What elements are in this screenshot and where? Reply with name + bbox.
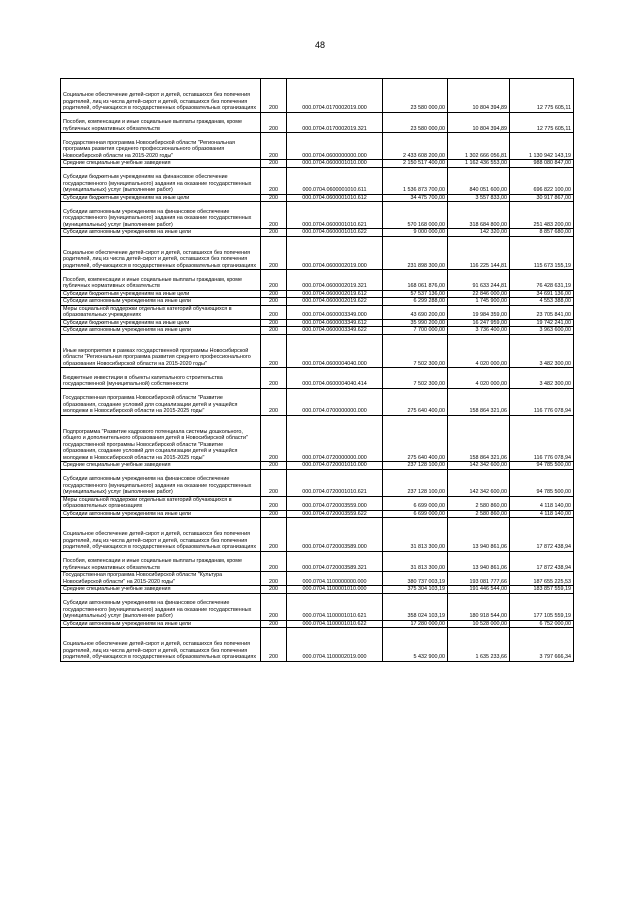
table-row [61, 79, 574, 113]
row-code-cell: 200 [261, 510, 287, 518]
row-name-cell: Бюджетные инвестиции в объекты капитального строительства государственной (муниципальной) собственности [61, 368, 261, 389]
row-executed-cell: 10 804 394,89 [448, 79, 510, 113]
row-code-cell: 200 [261, 319, 287, 327]
table-row [61, 236, 574, 270]
row-executed-cell: 10 528 000,00 [448, 620, 510, 628]
row-executed-cell: 1 745 900,00 [448, 298, 510, 306]
row-executed-cell: 142 342 600,00 [448, 462, 510, 470]
table-row [61, 319, 574, 327]
row-executed-cell: 158 864 321,06 [448, 415, 510, 462]
row-executed-cell: 158 864 321,06 [448, 388, 510, 415]
table-row [61, 620, 574, 628]
row-remaining-cell: 94 785 500,00 [510, 462, 574, 470]
row-kbk-cell: 000.0704.0720000000.000 [287, 415, 383, 462]
table-row [61, 496, 574, 510]
row-kbk-cell: 000.0704.0600004040.000 [287, 334, 383, 368]
table-row [61, 270, 574, 291]
row-kbk-cell: 000.0704.0720003589.321 [287, 551, 383, 572]
row-kbk-cell: 000.0704.0600001010.611 [287, 167, 383, 194]
row-remaining-cell: 17 872 438,94 [510, 551, 574, 572]
row-remaining-cell: 17 872 438,94 [510, 518, 574, 552]
row-kbk-cell: 000.0704.0720003589.000 [287, 518, 383, 552]
row-remaining-cell: 116 776 078,94 [510, 415, 574, 462]
row-name-cell: Пособия, компенсации и иные социальные выплаты гражданам, кроме публичных нормативных обязательств [61, 551, 261, 572]
table-row [61, 628, 574, 662]
table-row [61, 572, 574, 586]
row-remaining-cell: 988 080 847,00 [510, 160, 574, 168]
row-assigned-cell: 57 537 136,00 [383, 290, 448, 298]
row-executed-cell: 318 684 800,00 [448, 202, 510, 229]
row-assigned-cell: 31 813 300,00 [383, 518, 448, 552]
row-name-cell: Субсидии бюджетным учреждениям на иные цели [61, 290, 261, 298]
table-row [61, 305, 574, 319]
row-assigned-cell: 43 690 200,00 [383, 305, 448, 319]
row-assigned-cell: 7 700 000,00 [383, 327, 448, 335]
page-number: 48 [314, 40, 325, 50]
row-name-cell: Государственная программа Новосибирской области "Развитие образования, создание условий для социализации детей и учащейся молодежи в Новосибирской области на 2015-2025 годы" [61, 388, 261, 415]
row-code-cell: 200 [261, 620, 287, 628]
row-code-cell: 200 [261, 270, 287, 291]
row-remaining-cell: 76 428 631,19 [510, 270, 574, 291]
row-name-cell: Субсидии автономным учреждениям на финансовое обеспечение государственного (муниципального) задания на оказание государственных (муниципальных) услуг (выполнение работ) [61, 469, 261, 496]
row-name-cell: Социальное обеспечение детей-сирот и детей, оставшихся без попечения родителей, лиц из числа детей-сирот и детей, оставшихся без попечения родителей, обучающихся в государственных образовательных организациях [61, 518, 261, 552]
row-executed-cell: 16 247 959,00 [448, 319, 510, 327]
row-executed-cell: 1 162 436 553,00 [448, 160, 510, 168]
row-name-cell: Меры социальной поддержки отдельных категорий обучающихся в образовательных организациях [61, 496, 261, 510]
row-name-cell: Государственная программа Новосибирской области "Региональная программа развития среднего профессионального образования Новосибирской области на 2015-2020 годы" [61, 133, 261, 160]
table-row [61, 229, 574, 237]
row-code-cell: 200 [261, 469, 287, 496]
row-name-cell: Субсидии автономным учреждениям на иные цели [61, 510, 261, 518]
row-name-cell: Субсидии бюджетным учреждениям на иные цели [61, 319, 261, 327]
row-remaining-cell: 3 482 300,00 [510, 334, 574, 368]
row-kbk-cell: 000.0704.0600002019.321 [287, 270, 383, 291]
row-assigned-cell: 7 502 300,00 [383, 368, 448, 389]
row-remaining-cell: 3 963 600,00 [510, 327, 574, 335]
table-row [61, 194, 574, 202]
row-kbk-cell: 000.0704.0720003559.622 [287, 510, 383, 518]
row-assigned-cell: 5 432 900,00 [383, 628, 448, 662]
row-code-cell: 200 [261, 167, 287, 194]
row-code-cell: 200 [261, 334, 287, 368]
row-name-cell: Средние специальные учебные заведения [61, 586, 261, 594]
row-executed-cell: 22 846 000,00 [448, 290, 510, 298]
row-name-cell: Субсидии автономным учреждениям на иные цели [61, 327, 261, 335]
row-assigned-cell: 380 737 003,19 [383, 572, 448, 586]
row-kbk-cell: 000.0704.0720003559.000 [287, 496, 383, 510]
row-code-cell: 200 [261, 160, 287, 168]
row-assigned-cell: 1 536 873 700,00 [383, 167, 448, 194]
row-assigned-cell: 34 475 700,00 [383, 194, 448, 202]
row-remaining-cell: 12 775 605,11 [510, 112, 574, 133]
row-assigned-cell: 275 640 400,00 [383, 388, 448, 415]
row-code-cell: 200 [261, 572, 287, 586]
row-name-cell: Социальное обеспечение детей-сирот и детей, оставшихся без попечения родителей, лиц из числа детей-сирот и детей, оставшихся без попечения родителей, обучающихся в государственных образовательных организациях [61, 79, 261, 113]
row-executed-cell: 13 940 861,06 [448, 518, 510, 552]
row-remaining-cell: 23 705 841,00 [510, 305, 574, 319]
row-name-cell: Пособия, компенсации и иные социальные выплаты гражданам, кроме публичных нормативных обязательств [61, 270, 261, 291]
row-kbk-cell: 000.0704.0600001010.622 [287, 229, 383, 237]
row-code-cell: 200 [261, 229, 287, 237]
row-code-cell: 200 [261, 133, 287, 160]
table-row [61, 368, 574, 389]
row-kbk-cell: 000.0704.1100002019.000 [287, 628, 383, 662]
row-kbk-cell: 000.0704.1100000000.000 [287, 572, 383, 586]
row-name-cell: Субсидии бюджетным учреждениям на финансовое обеспечение государственного (муниципального) задания на оказание государственных (муниципальных) услуг (выполнение работ) [61, 167, 261, 194]
row-code-cell: 200 [261, 586, 287, 594]
row-name-cell: Субсидии бюджетным учреждениям на иные цели [61, 194, 261, 202]
row-remaining-cell: 3 797 666,34 [510, 628, 574, 662]
row-executed-cell: 19 984 359,00 [448, 305, 510, 319]
row-remaining-cell: 4 118 140,00 [510, 510, 574, 518]
table-row [61, 202, 574, 229]
row-executed-cell: 191 446 544,00 [448, 586, 510, 594]
row-code-cell: 200 [261, 290, 287, 298]
row-remaining-cell: 115 673 155,19 [510, 236, 574, 270]
row-assigned-cell: 237 128 100,00 [383, 469, 448, 496]
row-name-cell: Пособия, компенсации и иные социальные выплаты гражданам, кроме публичных нормативных обязательств [61, 112, 261, 133]
row-assigned-cell: 570 168 000,00 [383, 202, 448, 229]
row-code-cell: 200 [261, 298, 287, 306]
row-assigned-cell: 6 299 288,00 [383, 298, 448, 306]
row-name-cell: Меры социальной поддержки отдельных категорий обучающихся в образовательных учреждениях [61, 305, 261, 319]
row-kbk-cell: 000.0704.1100001010.000 [287, 586, 383, 594]
table-row [61, 133, 574, 160]
table-row [61, 112, 574, 133]
row-executed-cell: 13 940 861,06 [448, 551, 510, 572]
table-row [61, 518, 574, 552]
row-code-cell: 200 [261, 112, 287, 133]
table-row [61, 593, 574, 620]
row-kbk-cell: 000.0704.0600002019.000 [287, 236, 383, 270]
row-kbk-cell: 000.0704.0600003349.612 [287, 319, 383, 327]
row-name-cell: Государственная программа Новосибирской области "Культура Новосибирской области" на 2015-2020 годы" [61, 572, 261, 586]
row-remaining-cell: 12 775 605,11 [510, 79, 574, 113]
table-row [61, 551, 574, 572]
row-assigned-cell: 6 699 000,00 [383, 510, 448, 518]
budget-table [60, 78, 574, 662]
row-code-cell: 200 [261, 593, 287, 620]
row-remaining-cell: 251 483 200,00 [510, 202, 574, 229]
row-kbk-cell: 000.0704.0700000000.000 [287, 388, 383, 415]
row-assigned-cell: 9 000 000,00 [383, 229, 448, 237]
row-name-cell: Субсидии автономным учреждениям на иные цели [61, 620, 261, 628]
row-remaining-cell: 183 857 559,19 [510, 586, 574, 594]
row-remaining-cell: 34 691 136,00 [510, 290, 574, 298]
row-kbk-cell: 000.0704.0600000000.000 [287, 133, 383, 160]
row-executed-cell: 180 918 544,00 [448, 593, 510, 620]
row-code-cell: 200 [261, 305, 287, 319]
row-kbk-cell: 000.0704.0600002019.612 [287, 290, 383, 298]
table-row [61, 469, 574, 496]
row-code-cell: 200 [261, 628, 287, 662]
row-name-cell: Иные мероприятия в рамках государственной программы Новосибирской области "Региональная программа развития среднего профессионального образования Новосибирской области на 2015-2020 годы" [61, 334, 261, 368]
row-remaining-cell: 1 130 942 143,19 [510, 133, 574, 160]
row-code-cell: 200 [261, 518, 287, 552]
row-code-cell: 200 [261, 551, 287, 572]
table-row [61, 586, 574, 594]
row-assigned-cell: 17 280 000,00 [383, 620, 448, 628]
row-kbk-cell: 000.0704.0600001010.612 [287, 194, 383, 202]
row-executed-cell: 1 302 666 056,81 [448, 133, 510, 160]
row-code-cell: 200 [261, 368, 287, 389]
row-executed-cell: 4 020 000,00 [448, 334, 510, 368]
table-row [61, 510, 574, 518]
row-assigned-cell: 358 024 103,19 [383, 593, 448, 620]
row-code-cell: 200 [261, 79, 287, 113]
row-code-cell: 200 [261, 462, 287, 470]
row-name-cell: Средние специальные учебные заведения [61, 160, 261, 168]
table-row [61, 298, 574, 306]
row-remaining-cell: 4 118 140,00 [510, 496, 574, 510]
row-executed-cell: 4 020 000,00 [448, 368, 510, 389]
row-code-cell: 200 [261, 496, 287, 510]
row-assigned-cell: 375 304 103,19 [383, 586, 448, 594]
row-kbk-cell: 000.0704.1100001010.622 [287, 620, 383, 628]
row-executed-cell: 193 081 777,66 [448, 572, 510, 586]
row-executed-cell: 3 557 833,00 [448, 194, 510, 202]
row-remaining-cell: 187 655 225,53 [510, 572, 574, 586]
row-remaining-cell: 177 105 559,19 [510, 593, 574, 620]
table-row [61, 462, 574, 470]
row-executed-cell: 142 320,00 [448, 229, 510, 237]
row-kbk-cell: 000.0704.1100001010.621 [287, 593, 383, 620]
row-assigned-cell: 168 061 876,00 [383, 270, 448, 291]
row-kbk-cell: 000.0704.0600003349.000 [287, 305, 383, 319]
row-name-cell: Подпрограмма "Развитие кадрового потенциала системы дошкольного, общего и дополнительного образования детей в Новосибирской области" государственной программы Новосибирской области "Развитие образования, создание условий для социализации детей и учащейся молодежи в Новосибирской области на 2015-2025 годы" [61, 415, 261, 462]
row-name-cell: Социальное обеспечение детей-сирот и детей, оставшихся без попечения родителей, лиц из числа детей-сирот и детей, оставшихся без попечения родителей, обучающихся в государственных образовательных организациях [61, 236, 261, 270]
row-executed-cell: 3 736 400,00 [448, 327, 510, 335]
row-kbk-cell: 000.0704.0720001010.621 [287, 469, 383, 496]
row-kbk-cell: 000.0704.0600001010.000 [287, 160, 383, 168]
row-executed-cell: 1 635 233,66 [448, 628, 510, 662]
row-assigned-cell: 237 128 100,00 [383, 462, 448, 470]
row-kbk-cell: 000.0704.0600003349.622 [287, 327, 383, 335]
row-executed-cell: 116 225 144,81 [448, 236, 510, 270]
row-assigned-cell: 23 580 000,00 [383, 112, 448, 133]
row-code-cell: 200 [261, 194, 287, 202]
row-executed-cell: 840 051 600,00 [448, 167, 510, 194]
row-remaining-cell: 696 822 100,00 [510, 167, 574, 194]
row-assigned-cell: 231 898 300,00 [383, 236, 448, 270]
row-remaining-cell: 94 785 500,00 [510, 469, 574, 496]
row-name-cell: Субсидии автономным учреждениям на иные цели [61, 298, 261, 306]
row-assigned-cell: 2 433 608 200,00 [383, 133, 448, 160]
row-assigned-cell: 23 580 000,00 [383, 79, 448, 113]
row-kbk-cell: 000.0704.0600002019.622 [287, 298, 383, 306]
row-code-cell: 200 [261, 236, 287, 270]
row-assigned-cell: 2 150 517 400,00 [383, 160, 448, 168]
row-kbk-cell: 000.0704.0600001010.621 [287, 202, 383, 229]
row-remaining-cell: 30 917 867,00 [510, 194, 574, 202]
table-row [61, 160, 574, 168]
row-assigned-cell: 7 502 300,00 [383, 334, 448, 368]
table-row [61, 167, 574, 194]
row-assigned-cell: 275 640 400,00 [383, 415, 448, 462]
row-remaining-cell: 4 553 388,00 [510, 298, 574, 306]
table-row [61, 327, 574, 335]
table-row [61, 415, 574, 462]
table-body [61, 79, 574, 662]
row-remaining-cell: 116 776 078,94 [510, 388, 574, 415]
row-executed-cell: 91 633 244,81 [448, 270, 510, 291]
row-kbk-cell: 000.0704.0170002019.000 [287, 79, 383, 113]
table-row [61, 290, 574, 298]
row-assigned-cell: 31 813 300,00 [383, 551, 448, 572]
row-name-cell: Субсидии автономным учреждениям на иные цели [61, 229, 261, 237]
row-name-cell: Средние специальные учебные заведения [61, 462, 261, 470]
row-code-cell: 200 [261, 202, 287, 229]
row-remaining-cell: 8 857 680,00 [510, 229, 574, 237]
row-assigned-cell: 6 699 000,00 [383, 496, 448, 510]
row-code-cell: 200 [261, 327, 287, 335]
row-code-cell: 200 [261, 388, 287, 415]
row-executed-cell: 142 342 600,00 [448, 469, 510, 496]
row-executed-cell: 2 580 860,00 [448, 510, 510, 518]
table-row [61, 334, 574, 368]
row-remaining-cell: 19 742 241,00 [510, 319, 574, 327]
row-remaining-cell: 3 482 300,00 [510, 368, 574, 389]
row-kbk-cell: 000.0704.0600004040.414 [287, 368, 383, 389]
row-name-cell: Субсидии автономным учреждениям на финансовое обеспечение государственного (муниципального) задания на оказание государственных (муниципальных) услуг (выполнение работ) [61, 593, 261, 620]
table-row [61, 388, 574, 415]
row-executed-cell: 10 804 394,89 [448, 112, 510, 133]
row-kbk-cell: 000.0704.0720001010.000 [287, 462, 383, 470]
row-code-cell: 200 [261, 415, 287, 462]
row-name-cell: Социальное обеспечение детей-сирот и детей, оставшихся без попечения родителей, лиц из числа детей-сирот и детей, оставшихся без попечения родителей, обучающихся в государственных образовательных организациях [61, 628, 261, 662]
row-assigned-cell: 35 990 200,00 [383, 319, 448, 327]
row-executed-cell: 2 580 860,00 [448, 496, 510, 510]
row-remaining-cell: 6 752 000,00 [510, 620, 574, 628]
row-kbk-cell: 000.0704.0170002019.321 [287, 112, 383, 133]
row-name-cell: Субсидии автономным учреждениям на финансовое обеспечение государственного (муниципального) задания на оказание государственных (муниципальных) услуг (выполнение работ) [61, 202, 261, 229]
